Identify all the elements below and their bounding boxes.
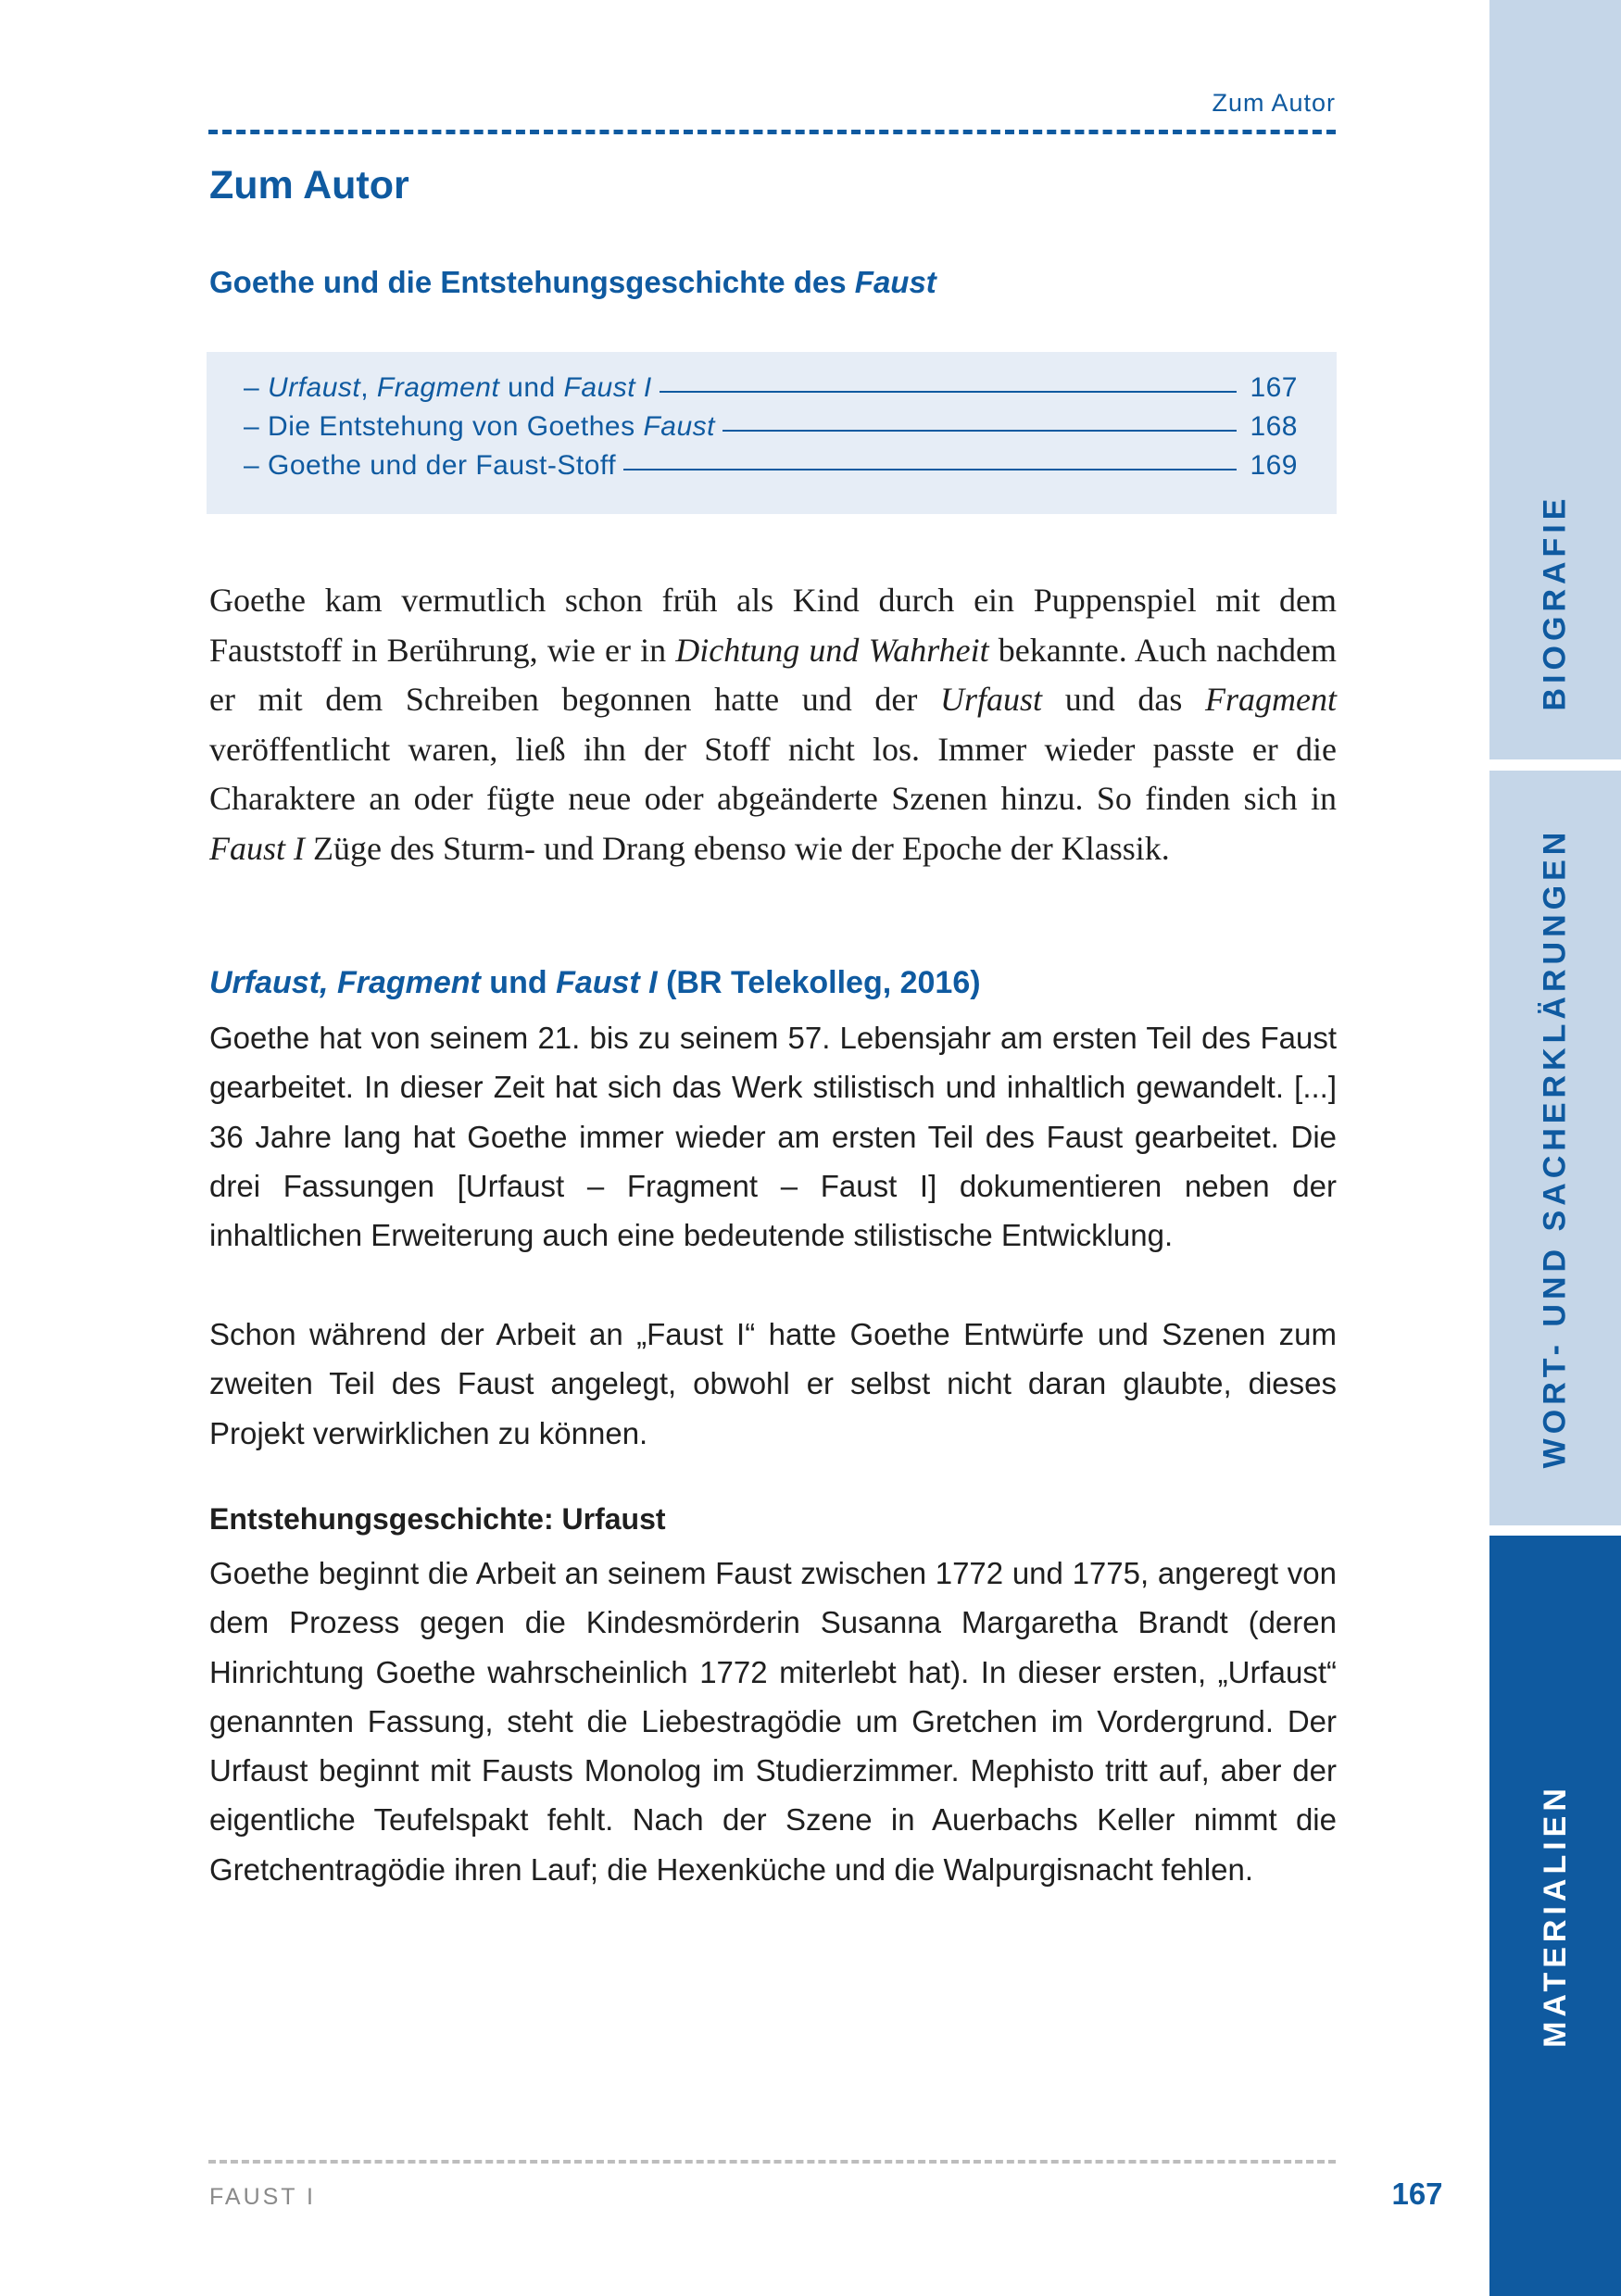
intro-em: Dichtung und Wahrheit xyxy=(675,631,989,669)
intro-em: Urfaust xyxy=(940,681,1043,718)
toc-text: Goethe und der Faust-Stoff xyxy=(268,450,617,481)
toc-page-number: 167 xyxy=(1250,372,1298,403)
side-tab-biografie[interactable] xyxy=(1489,0,1621,759)
page-number: 167 xyxy=(1391,2177,1443,2211)
intro-text: Goethe kam vermutlich schon früh als Kind durch ein Puppenspiel mit dem Fauststoff in Berührung, wie er in xyxy=(209,582,1337,669)
toc-und: und xyxy=(499,372,564,403)
side-tab-label: BIOGRAFIE xyxy=(1537,494,1573,710)
footer-book-title: FAUST I xyxy=(209,2184,317,2210)
toc-dash: – xyxy=(244,372,269,403)
toc-leader-line xyxy=(660,391,1238,393)
toc-entry-label xyxy=(244,450,616,482)
intro-em: Fragment xyxy=(1205,681,1337,718)
toc-sep: , xyxy=(360,372,377,403)
toc-dash: – xyxy=(244,450,269,481)
side-tab-wort-und-sacherklaerungen[interactable] xyxy=(1489,771,1621,1525)
toc-entry[interactable] xyxy=(244,372,1298,411)
heading-em: Urfaust xyxy=(209,965,320,1000)
toc-entry[interactable] xyxy=(244,450,1298,489)
toc-entry-label xyxy=(244,411,715,443)
intro-paragraph xyxy=(209,576,1337,873)
heading-source: (BR Telekolleg, 2016) xyxy=(657,965,981,1000)
intro-text: veröffentlicht waren, ließ ihn der Stoff nicht los. Immer wieder passte er die Charaktere an oder fügte neue oder abgeänderte Szenen hinzu. So finden sich in xyxy=(209,730,1337,817)
toc-entry-label xyxy=(244,372,652,404)
heading-em: Faust I xyxy=(556,965,658,1000)
toc-leader-line xyxy=(623,469,1237,470)
toc-dash: – xyxy=(244,411,269,442)
subtitle-text: Goethe und die Entstehungsgeschichte des xyxy=(209,265,855,299)
subtitle-em: Faust xyxy=(854,265,936,299)
quote-paragraph-2: Schon während der Arbeit an „Faust I“ hatte Goethe Entwürfe und Szenen zum zweiten Teil des Faust angelegt, obwohl er selbst nicht daran glaubte, dieses Projekt verwirklichen zu können. xyxy=(209,1317,1337,1450)
side-tab-label: MATERIALIEN xyxy=(1537,1784,1573,2048)
toc-em-faust: Faust I xyxy=(563,372,652,403)
toc-page-number: 169 xyxy=(1250,450,1298,481)
footer-dashed-rule xyxy=(208,2160,1336,2164)
urfaust-paragraph: Goethe beginnt die Arbeit an seinem Faust zwischen 1772 und 1775, angeregt von dem Prozess gegen die Kindesmörderin Susanna Margaretha Brandt (deren Hinrichtung Goethe wahrscheinlich 1772 miterlebt hat). In dieser ersten, „Urfaust“ genannten Fassung, steht die Liebestragödie um Gretchen im Vordergrund. Der Urfaust beginnt mit Fausts Monolog im Studierzimmer. Mephisto tritt auf, aber der eigentliche Teufelspakt fehlt. Nach der Szene in Auerbachs Keller nimmt die Gretchentragödie ihren Lauf; die Hexenküche und die Walpurgisnacht fehlen. xyxy=(209,1556,1337,1887)
section-subtitle xyxy=(209,265,936,300)
toc-page-number: 168 xyxy=(1250,411,1298,442)
side-tab-materialien[interactable] xyxy=(1489,1536,1621,2296)
heading-text: und xyxy=(480,965,557,1000)
toc-em-urfaust: Urfaust xyxy=(268,372,361,403)
intro-text: und das xyxy=(1042,681,1205,718)
quote-paragraph-1: Goethe hat von seinem 21. bis zu seinem 57. Lebensjahr am ersten Teil des Faust gearbeitet. In dieser Zeit hat sich das Werk stilistisch und inhaltlich gewandelt. [...] 36 Jahre lang hat Goethe immer wieder am ersten Teil des Faust gearbeitet. Die drei Fassungen [Urfaust – Fragment – Faust I] dokumentieren neben der inhaltlichen Erweiterung auch eine bedeutende stilistische Entwicklung. xyxy=(209,1021,1337,1253)
header-dashed-rule xyxy=(208,130,1336,134)
intro-text: Züge des Sturm- und Drang ebenso wie der Epoche der Klassik. xyxy=(305,829,1170,867)
intro-em: Faust I xyxy=(209,829,305,867)
page-title: Zum Autor xyxy=(209,163,409,207)
toc-text: Die Entstehung von Goethes xyxy=(268,411,644,442)
toc-em-fragment: Fragment xyxy=(376,372,500,403)
section-heading-urfaust-fragment xyxy=(209,965,981,1001)
toc-leader-line xyxy=(723,430,1237,432)
intro-text: bekannte. Auch nachdem er mit dem Schreiben begonnen hatte und der xyxy=(209,631,1337,718)
side-tab-label: WORT- UND SACHERKLÄRUNGEN xyxy=(1537,827,1573,1469)
section-heading-entstehung: Entstehungsgeschichte: Urfaust xyxy=(209,1502,666,1536)
toc-entry[interactable] xyxy=(244,411,1298,450)
running-head: Zum Autor xyxy=(1212,89,1336,117)
heading-em: Fragment xyxy=(336,965,481,1000)
heading-sep: , xyxy=(320,965,337,1000)
table-of-contents xyxy=(207,352,1337,514)
toc-em-faust: Faust xyxy=(643,411,715,442)
